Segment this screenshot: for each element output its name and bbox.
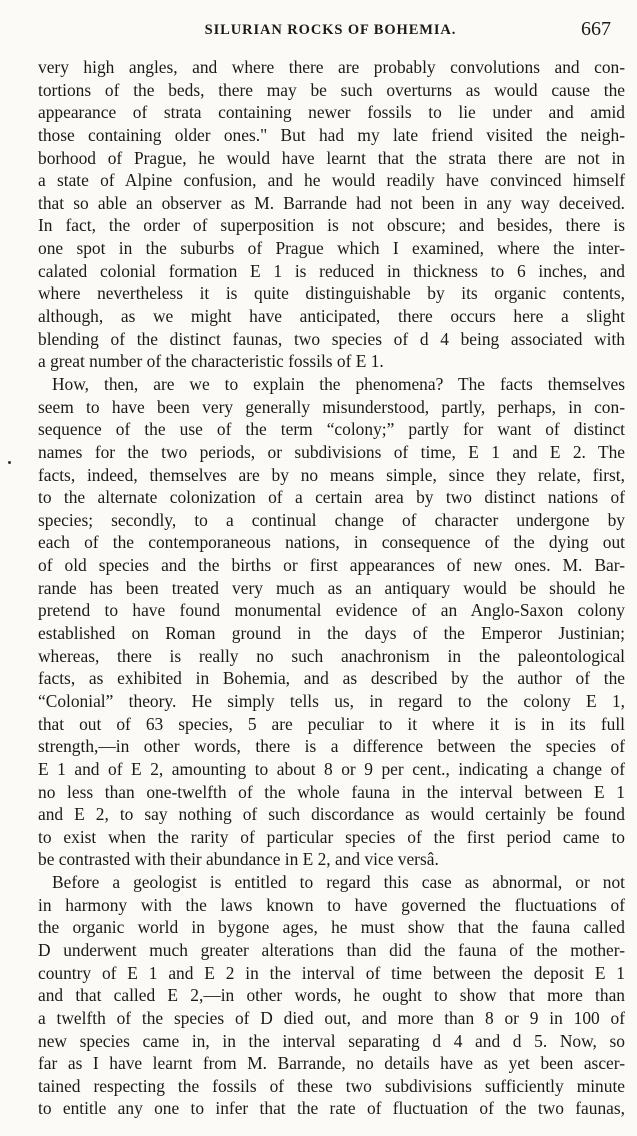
text-line: facts, as exhibited in Bohemia, and as described by the author of the xyxy=(38,668,625,689)
text-line: although, as we might have anticipated, there occurs here a slight xyxy=(38,306,625,327)
text-line: no less than one-twelfth of the whole fauna in the interval between E 1 xyxy=(38,781,625,802)
text-line: a state of Alpine confusion, and he would readily have convinced himself xyxy=(38,170,625,191)
text-line: seem to have been very generally misunderstood, partly, perhaps, in con- xyxy=(38,396,625,417)
text-line: those containing older ones." But had my late friend visited the neigh- xyxy=(38,124,625,145)
text-line: be contrasted with their abundance in E 2, and vice versâ. xyxy=(38,849,439,870)
text-line: established on Roman ground in the days of the Emperor Justinian; xyxy=(38,623,625,644)
paragraph-first-line: How, then, are we to explain the phenomena? The facts themselves xyxy=(52,373,625,394)
text-line: calated colonial formation E 1 is reduced in thickness to 6 inches, and xyxy=(38,260,625,281)
page-number: 667 xyxy=(581,18,611,40)
text-line: strength,—in other words, there is a difference between the species of xyxy=(38,736,625,757)
text-line: blending of the distinct faunas, two species of d 4 being associated with xyxy=(38,328,625,349)
text-line: facts, indeed, themselves are by no means simple, since they relate, first, xyxy=(38,464,625,485)
running-head: SILURIAN ROCKS OF BOHEMIA. xyxy=(204,22,457,38)
text-line: one spot in the suburbs of Prague which I examined, where the inter- xyxy=(38,238,625,259)
text-line: country of E 1 and E 2 in the interval of time between the deposit E 1 xyxy=(38,962,625,983)
text-line: borhood of Prague, he would have learnt that the strata there are not in xyxy=(38,147,625,168)
text-line: and that called E 2,—in other words, he ought to show that more than xyxy=(38,985,625,1006)
text-line: each of the contemporaneous nations, in consequence of the dying out xyxy=(38,532,625,553)
margin-mark xyxy=(8,461,11,464)
text-line: and E 2, to say nothing of such discordance as would certainly be found xyxy=(38,804,625,825)
text-line: of old species and the births or first appearances of new ones. M. Bar- xyxy=(38,555,625,576)
text-line: where nevertheless it is quite distinguishable by its organic contents, xyxy=(38,283,625,304)
text-line: In fact, the order of superposition is not obscure; and besides, there is xyxy=(38,215,625,236)
text-line: new species came in, in the interval separating d 4 and d 5. Now, so xyxy=(38,1030,625,1051)
text-line: D underwent much greater alterations than did the fauna of the mother- xyxy=(38,939,625,960)
paragraph-first-line: Before a geologist is entitled to regard this case as abnormal, or not xyxy=(52,872,625,893)
text-line: that so able an observer as M. Barrande had not been in any way deceived. xyxy=(38,192,625,213)
text-line: to entitle any one to infer that the rate of fluctuation of the two faunas, xyxy=(38,1098,625,1119)
text-line: pretend to have found monumental evidence of an Anglo-Saxon colony xyxy=(38,600,625,621)
text-line: a great number of the characteristic fossils of E 1. xyxy=(38,351,384,372)
text-line: far as I have learnt from M. Barrande, no details have as yet been ascer- xyxy=(38,1053,625,1074)
text-line: E 1 and of E 2, amounting to about 8 or 9 per cent., indicating a change of xyxy=(38,758,625,779)
page-header xyxy=(38,16,623,44)
body-text xyxy=(38,56,625,1120)
text-line: sequence of the use of the term “colony;” partly for want of distinct xyxy=(38,419,625,440)
text-line: in harmony with the laws known to have governed the fluctuations of xyxy=(38,894,625,915)
text-line: a twelfth of the species of D died out, and more than 8 or 9 in 100 of xyxy=(38,1007,625,1028)
text-line: “Colonial” theory. He simply tells us, in regard to the colony E 1, xyxy=(38,690,625,711)
text-line: tained respecting the fossils of these two subdivisions sufficiently minute xyxy=(38,1075,625,1096)
text-line: appearance of strata containing newer fossils to lie under and amid xyxy=(38,102,625,123)
text-line: rande has been treated very much as an antiquary would be should he xyxy=(38,577,625,598)
text-line: to exist when the rarity of particular species of the first period came to xyxy=(38,826,625,847)
text-line: species; secondly, to a continual change of character undergone by xyxy=(38,509,625,530)
text-line: the organic world in bygone ages, he must show that the fauna called xyxy=(38,917,625,938)
text-line: whereas, there is really no such anachronism in the paleontological xyxy=(38,645,625,666)
text-line: names for the two periods, or subdivisions of time, E 1 and E 2. The xyxy=(38,441,625,462)
text-line: to the alternate colonization of a certain area by two distinct nations of xyxy=(38,487,625,508)
text-line: that out of 63 species, 5 are peculiar to it where it is in its full xyxy=(38,713,625,734)
text-line: very high angles, and where there are probably convolutions and con- xyxy=(38,57,625,77)
text-line: tortions of the beds, there may be such overturns as would cause the xyxy=(38,79,625,100)
